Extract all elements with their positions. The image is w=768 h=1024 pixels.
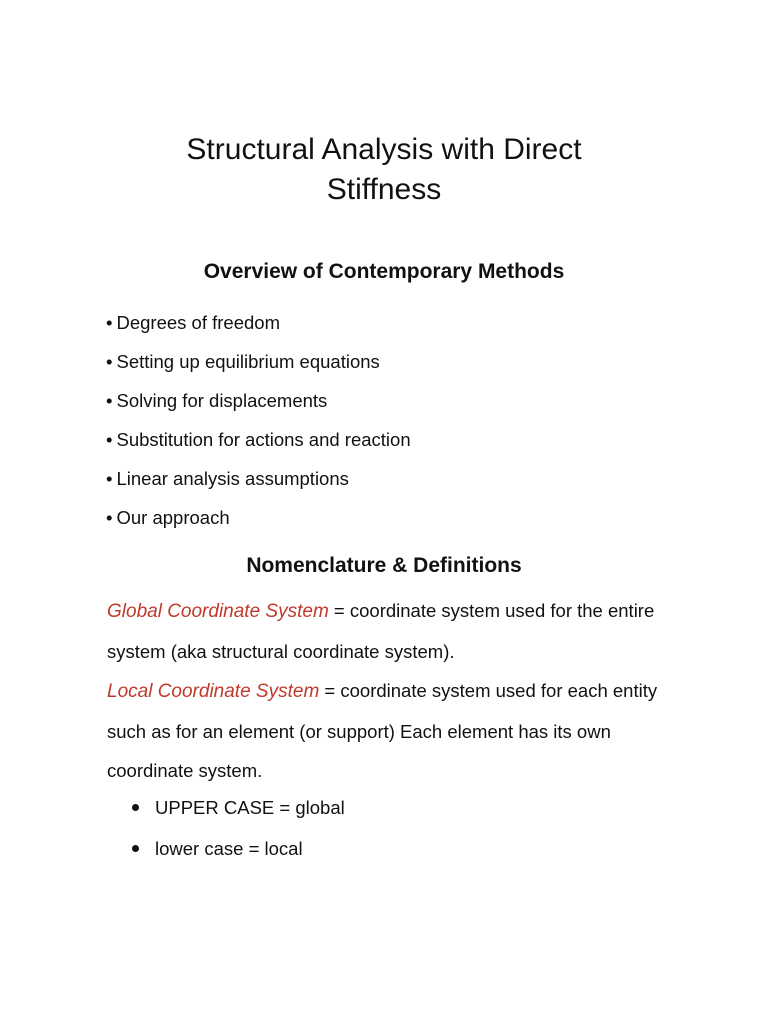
definition-term: Local Coordinate System [107,681,320,702]
bullet-icon: • [106,312,113,333]
list-item: • Setting up equilibrium equations [106,351,380,372]
definitions [107,591,697,791]
page-title [0,130,768,210]
bullet-icon: • [106,507,113,528]
bullet-icon [132,845,139,852]
case-list [132,787,345,869]
list-item: • Our approach [106,507,230,528]
list-item: lower case = local [132,828,345,869]
bullet-icon: • [106,429,113,450]
bullet-icon: • [106,468,113,489]
bullet-icon [132,804,139,811]
overview-list [106,303,411,537]
list-item: • Degrees of freedom [106,312,280,333]
bullet-icon: • [106,351,113,372]
list-item: • Solving for displacements [106,390,328,411]
overview-heading: Overview of Contemporary Methods [203,260,565,283]
title-line-1: Structural Analysis with Direct [186,133,582,166]
definition-term: Global Coordinate System [107,601,329,622]
definition-text: = coordinate system used for the entire system (aka structural coordinate system). [107,600,655,662]
list-item: • Substitution for actions and reaction [106,429,411,450]
definition-global [107,591,697,671]
list-item: UPPER CASE = global [132,787,345,828]
nomenclature-heading: Nomenclature & Definitions [246,554,522,577]
title-line-2: Stiffness [326,173,442,206]
definition-local [107,671,697,791]
definition-text: = coordinate system used for each entity such as for an element (or support) Each element has its own coordinate system. [107,680,658,781]
bullet-icon: • [106,390,113,411]
list-item: • Linear analysis assumptions [106,468,349,489]
